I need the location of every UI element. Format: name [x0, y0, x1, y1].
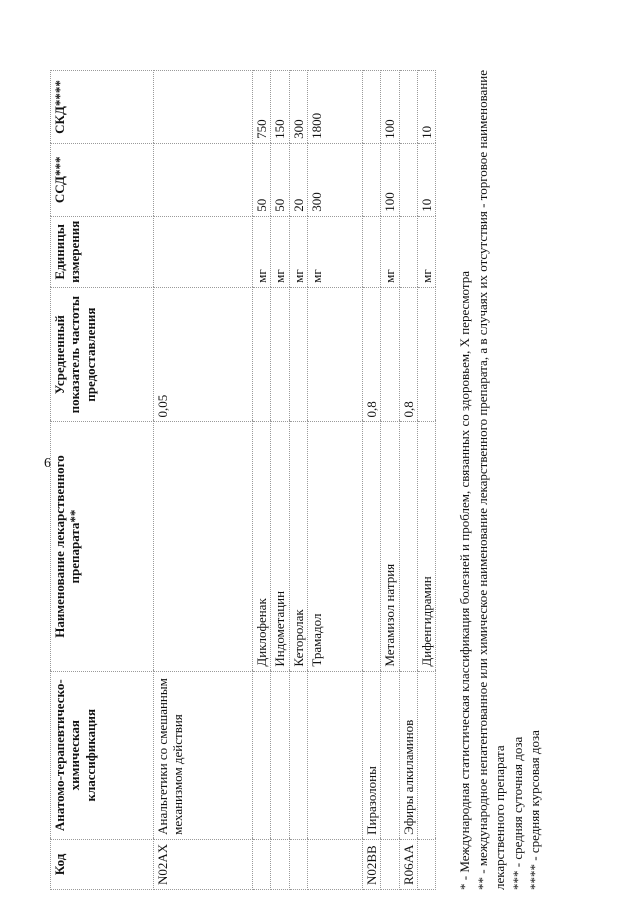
cell-ssd: 100: [381, 143, 399, 216]
cell-drug-name: [154, 422, 253, 671]
cell-frequency: [417, 287, 435, 422]
cell-drug-name: Диклофенак: [253, 422, 271, 671]
cell-atc: Пиразолоны: [362, 671, 380, 839]
table-row: [289, 71, 307, 890]
header-drug-name: Наименование лекарственного препарата**: [51, 422, 154, 671]
table-row: [271, 71, 289, 890]
header-atc: Анатомо-терапевтическо-химическая классификация: [51, 671, 154, 839]
cell-atc: Эфиры алкиламинов: [399, 671, 417, 839]
cell-code: [289, 839, 307, 889]
cell-frequency: [271, 287, 289, 422]
cell-unit: мг: [307, 216, 362, 287]
cell-code: [417, 839, 435, 889]
cell-atc: [417, 671, 435, 839]
table-row: [253, 71, 271, 890]
cell-skd: 100: [381, 71, 399, 144]
table-row: [307, 71, 362, 890]
table-row: [381, 71, 399, 890]
header-unit: Единицы измерения: [51, 216, 154, 287]
cell-skd: [362, 71, 380, 144]
cell-skd: 300: [289, 71, 307, 144]
table-header-row: [51, 71, 154, 890]
table-row: [154, 71, 253, 890]
drug-standard-table: [50, 70, 436, 890]
cell-unit: мг: [381, 216, 399, 287]
cell-skd: [154, 71, 253, 144]
page-number: 6: [44, 456, 51, 471]
header-frequency: Усредненный показатель частоты предоставления: [51, 287, 154, 422]
cell-drug-name: Трамадол: [307, 422, 362, 671]
cell-atc: [307, 671, 362, 839]
table-row: [399, 71, 417, 890]
footnote-skd: **** - средняя курсовая доза: [527, 730, 543, 890]
table-row: [417, 71, 435, 890]
cell-code: N02AX: [154, 839, 253, 889]
cell-skd: [399, 71, 417, 144]
cell-code: [307, 839, 362, 889]
cell-frequency: [253, 287, 271, 422]
cell-drug-name: Кеторолак: [289, 422, 307, 671]
cell-frequency: [289, 287, 307, 422]
cell-unit: мг: [289, 216, 307, 287]
cell-unit: мг: [271, 216, 289, 287]
footnote-icd: * - Международная статистическая классификация болезней и проблем, связанных со здоровьем, X пересмотра: [457, 271, 473, 890]
cell-code: [271, 839, 289, 889]
cell-ssd: 50: [253, 143, 271, 216]
cell-ssd: 10: [417, 143, 435, 216]
cell-code: R06AA: [399, 839, 417, 889]
cell-atc: [381, 671, 399, 839]
footnote-inn: ** - международное непатентованное или химическое наименование лекарственного препарата, а в случаях их отсутствия - торговое наименование лекарственного препарата: [474, 69, 508, 890]
cell-frequency: 0,8: [399, 287, 417, 422]
cell-frequency: 0,8: [362, 287, 380, 422]
cell-ssd: 300: [307, 143, 362, 216]
cell-ssd: [154, 143, 253, 216]
header-skd: СКД****: [51, 71, 154, 144]
cell-code: [253, 839, 271, 889]
cell-frequency: [307, 287, 362, 422]
cell-frequency: 0,05: [154, 287, 253, 422]
cell-skd: 1800: [307, 71, 362, 144]
cell-drug-name: Индометацин: [271, 422, 289, 671]
cell-skd: 10: [417, 71, 435, 144]
cell-unit: [399, 216, 417, 287]
rotated-page-content: [50, 55, 610, 890]
cell-skd: 150: [271, 71, 289, 144]
table-row: [362, 71, 380, 890]
cell-drug-name: Дифенгидрамин: [417, 422, 435, 671]
cell-ssd: [362, 143, 380, 216]
cell-atc: Анальгетики со смешанным механизмом действия: [154, 671, 253, 839]
cell-unit: [362, 216, 380, 287]
cell-drug-name: [399, 422, 417, 671]
cell-code: [381, 839, 399, 889]
cell-ssd: 20: [289, 143, 307, 216]
cell-atc: [253, 671, 271, 839]
cell-frequency: [381, 287, 399, 422]
cell-unit: мг: [417, 216, 435, 287]
footnotes: [456, 60, 544, 890]
cell-atc: [289, 671, 307, 839]
cell-code: N02BB: [362, 839, 380, 889]
cell-drug-name: Метамизол натрия: [381, 422, 399, 671]
footnote-ssd: *** - средняя суточная доза: [509, 736, 525, 890]
header-ssd: ССД***: [51, 143, 154, 216]
cell-skd: 750: [253, 71, 271, 144]
cell-ssd: 50: [271, 143, 289, 216]
cell-unit: [154, 216, 253, 287]
cell-atc: [271, 671, 289, 839]
cell-ssd: [399, 143, 417, 216]
header-code: Код: [51, 839, 154, 889]
cell-unit: мг: [253, 216, 271, 287]
cell-drug-name: [362, 422, 380, 671]
